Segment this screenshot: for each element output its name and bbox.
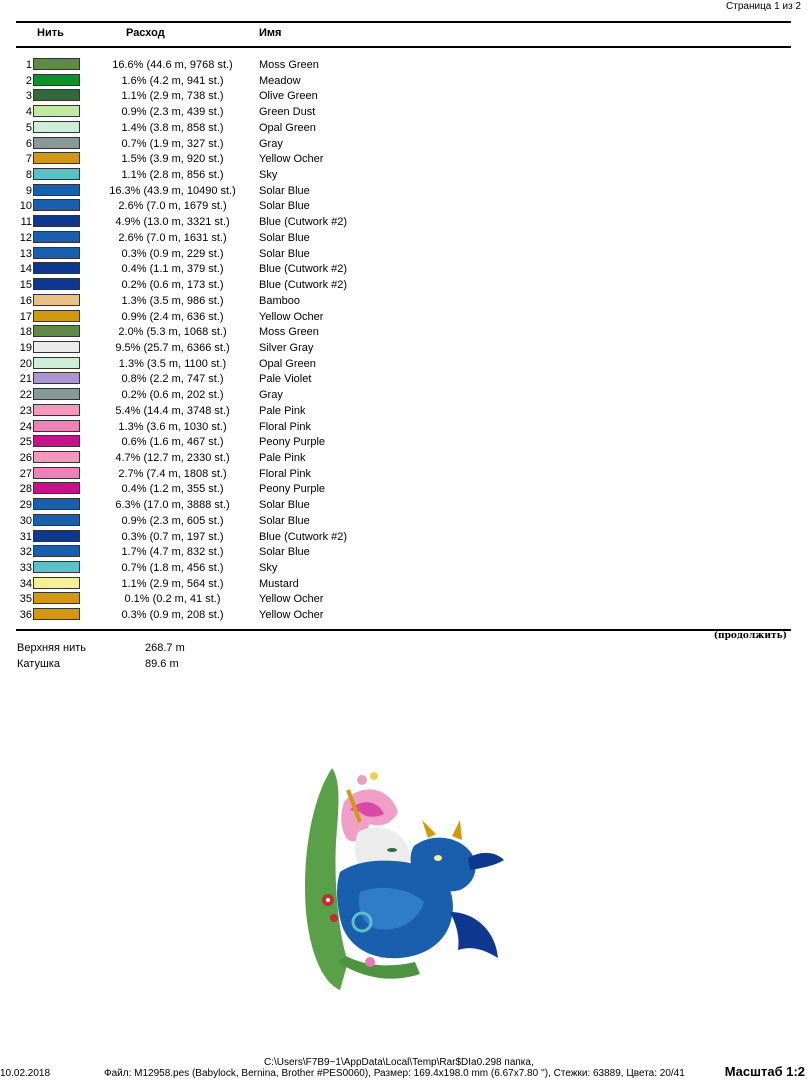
thread-name: Solar Blue [259,514,310,527]
thread-color-swatch [33,58,80,70]
thread-number: 31 [19,530,32,543]
thread-name: Gray [259,137,283,150]
thread-usage: 0.9% (2.4 m, 636 st.) [121,310,224,323]
thread-name: Solar Blue [259,546,310,559]
embroidery-preview-image [300,762,505,992]
page-number: Страница 1 из 2 [726,1,801,12]
thread-name: Blue (Cutwork #2) [259,530,348,543]
thread-number: 6 [25,137,32,150]
thread-number: 13 [19,247,32,260]
table-row [0,198,807,214]
thread-usage: 0.2% (0.6 m, 202 st.) [121,389,224,402]
thread-number: 24 [19,420,32,433]
table-row [0,136,807,152]
thread-name: Green Dust [259,106,316,119]
thread-name: Pale Pink [259,404,306,417]
thread-number: 36 [19,609,32,622]
thread-color-swatch [33,561,80,573]
top-thread-value: 268.7 m [145,642,185,654]
table-row [0,246,807,262]
thread-name: Solar Blue [259,499,310,512]
thread-usage: 0.2% (0.6 m, 173 st.) [121,279,224,292]
thread-name: Floral Pink [259,467,311,480]
table-row [0,309,807,325]
thread-name: Silver Gray [259,341,314,354]
thread-number: 22 [19,389,32,402]
footer-scale: Масштаб 1:2 [724,1064,805,1079]
thread-name: Meadow [259,74,301,87]
header-top-rule [16,21,791,23]
thread-number: 10 [19,200,32,213]
thread-name: Mustard [259,577,299,590]
thread-color-swatch [33,137,80,149]
thread-color-swatch [33,152,80,164]
thread-usage: 1.3% (3.5 m, 1100 st.) [118,357,227,370]
thread-usage: 0.1% (0.2 m, 41 st.) [124,593,221,606]
thread-color-swatch [33,420,80,432]
table-row [0,607,807,623]
thread-color-swatch [33,357,80,369]
thread-number: 23 [19,404,32,417]
thread-number: 35 [19,593,32,606]
thread-number: 12 [19,231,32,244]
thread-color-swatch [33,467,80,479]
table-row [0,167,807,183]
thread-usage: 0.8% (2.2 m, 747 st.) [121,373,224,386]
thread-usage: 2.6% (7.0 m, 1679 st.) [118,200,227,213]
table-row [0,466,807,482]
thread-color-swatch [33,199,80,211]
table-row [0,324,807,340]
thread-color-swatch [33,388,80,400]
table-row [0,340,807,356]
column-header-thread: Нить [37,27,64,39]
thread-usage: 16.3% (43.9 m, 10490 st.) [109,184,236,197]
thread-number: 27 [19,467,32,480]
thread-name: Solar Blue [259,247,310,260]
table-row [0,230,807,246]
bobbin-value: 89.6 m [145,658,179,670]
thread-color-swatch [33,498,80,510]
table-row [0,560,807,576]
thread-name: Opal Green [259,121,316,134]
thread-table [0,57,807,623]
thread-name: Yellow Ocher [259,153,324,166]
thread-name: Solar Blue [259,200,310,213]
thread-usage: 0.9% (2.3 m, 605 st.) [121,514,224,527]
thread-name: Moss Green [259,326,319,339]
thread-name: Yellow Ocher [259,310,324,323]
continue-label: (продолжить) [713,631,787,641]
footer-date: 10.02.2018 [0,1068,51,1079]
table-row [0,120,807,136]
thread-number: 34 [19,577,32,590]
thread-color-swatch [33,105,80,117]
thread-number: 1 [25,59,32,71]
thread-color-swatch [33,215,80,227]
thread-number: 28 [19,483,32,496]
table-row [0,277,807,293]
thread-number: 5 [25,121,32,134]
thread-number: 16 [19,294,32,307]
table-row [0,529,807,545]
footer-file-info: Файл: M12958.pes (Babylock, Bernina, Brother #PES0060), Размер: 169.4x198.0 mm (6.67x7.80 ''), Стежки: 63889, Цвета: 20/41 [104,1068,685,1079]
thread-usage: 0.6% (1.6 m, 467 st.) [121,436,224,449]
thread-usage: 1.3% (3.5 m, 986 st.) [121,294,224,307]
thread-usage: 1.7% (4.7 m, 832 st.) [121,546,224,559]
table-row [0,183,807,199]
table-row [0,591,807,607]
thread-number: 29 [19,499,32,512]
thread-usage: 1.1% (2.8 m, 856 st.) [121,169,224,182]
table-row [0,214,807,230]
thread-number: 9 [25,184,32,197]
thread-name: Solar Blue [259,184,310,197]
header-bottom-rule [16,46,791,48]
thread-name: Pale Violet [259,373,312,386]
thread-usage: 1.3% (3.6 m, 1030 st.) [118,420,227,433]
thread-usage: 0.7% (1.8 m, 456 st.) [121,562,224,574]
thread-color-swatch [33,451,80,463]
thread-usage: 1.1% (2.9 m, 738 st.) [121,90,224,103]
thread-color-swatch [33,341,80,353]
footer-file-path: C:\Users\F7B9~1\AppData\Local\Temp\Rar$DIa0.298 папка, [264,1057,534,1068]
thread-color-swatch [33,74,80,86]
table-row [0,419,807,435]
thread-name: Moss Green [259,59,319,71]
thread-number: 4 [25,106,32,119]
thread-color-swatch [33,168,80,180]
thread-color-swatch [33,278,80,290]
thread-number: 11 [20,216,32,229]
thread-usage: 0.3% (0.9 m, 208 st.) [121,609,224,622]
thread-color-swatch [33,262,80,274]
thread-usage: 0.3% (0.9 m, 229 st.) [121,247,224,260]
table-row [0,434,807,450]
table-row [0,73,807,89]
thread-name: Blue (Cutwork #2) [259,263,348,276]
thread-color-swatch [33,545,80,557]
thread-number: 7 [25,153,32,166]
thread-name: Gray [259,389,283,402]
thread-name: Sky [259,562,278,574]
table-row [0,356,807,372]
thread-number: 17 [19,310,32,323]
thread-color-swatch [33,404,80,416]
table-row [0,481,807,497]
table-row [0,151,807,167]
table-row [0,57,807,73]
thread-usage: 2.7% (7.4 m, 1808 st.) [118,467,227,480]
thread-name: Sky [259,169,278,182]
thread-name: Floral Pink [259,420,311,433]
thread-number: 14 [19,263,32,276]
thread-color-swatch [33,325,80,337]
table-row [0,450,807,466]
thread-usage: 6.3% (17.0 m, 3888 st.) [115,499,230,512]
column-header-usage: Расход [126,27,165,39]
thread-number: 19 [19,341,32,354]
thread-color-swatch [33,89,80,101]
thread-name: Bamboo [259,294,300,307]
thread-usage: 9.5% (25.7 m, 6366 st.) [115,341,230,354]
thread-name: Yellow Ocher [259,593,324,606]
thread-number: 21 [19,373,32,386]
thread-number: 18 [19,326,32,339]
thread-usage: 4.9% (13.0 m, 3321 st.) [115,216,230,229]
thread-usage: 0.9% (2.3 m, 439 st.) [121,106,224,119]
thread-usage: 0.4% (1.1 m, 379 st.) [121,263,224,276]
thread-name: Yellow Ocher [259,609,324,622]
thread-number: 3 [25,90,32,103]
thread-name: Blue (Cutwork #2) [259,216,348,229]
column-header-name: Имя [259,27,282,39]
thread-usage: 1.6% (4.2 m, 941 st.) [121,74,224,87]
thread-color-swatch [33,608,80,620]
thread-name: Pale Pink [259,451,306,464]
thread-number: 8 [25,169,32,182]
thread-color-swatch [33,435,80,447]
table-row [0,513,807,529]
thread-name: Peony Purple [259,483,326,496]
thread-number: 2 [25,74,32,87]
table-row [0,387,807,403]
thread-name: Blue (Cutwork #2) [259,279,348,292]
thread-usage: 1.5% (3.9 m, 920 st.) [121,153,224,166]
table-row [0,544,807,560]
thread-color-swatch [33,514,80,526]
bobbin-label: Катушка [17,658,60,670]
thread-usage: 1.4% (3.8 m, 858 st.) [121,121,224,134]
thread-number: 30 [19,514,32,527]
thread-usage: 16.6% (44.6 m, 9768 st.) [112,59,233,71]
table-row [0,576,807,592]
table-row [0,371,807,387]
table-row [0,88,807,104]
thread-color-swatch [33,592,80,604]
thread-name: Olive Green [259,90,318,103]
thread-usage: 1.1% (2.9 m, 564 st.) [121,577,224,590]
thread-number: 20 [19,357,32,370]
thread-color-swatch [33,247,80,259]
thread-number: 25 [19,436,32,449]
thread-usage: 4.7% (12.7 m, 2330 st.) [115,451,230,464]
thread-number: 15 [19,279,32,292]
thread-color-swatch [33,577,80,589]
table-row [0,293,807,309]
thread-usage: 0.3% (0.7 m, 197 st.) [121,530,224,543]
thread-name: Peony Purple [259,436,326,449]
table-row [0,403,807,419]
thread-color-swatch [33,231,80,243]
thread-usage: 5.4% (14.4 m, 3748 st.) [115,404,230,417]
thread-usage: 2.6% (7.0 m, 1631 st.) [118,231,227,244]
top-thread-label: Верхняя нить [17,642,86,654]
thread-color-swatch [33,121,80,133]
table-row [0,104,807,120]
thread-color-swatch [33,372,80,384]
thread-number: 26 [19,451,32,464]
table-row [0,497,807,513]
thread-color-swatch [33,294,80,306]
thread-color-swatch [33,184,80,196]
thread-usage: 2.0% (5.3 m, 1068 st.) [118,326,227,339]
thread-number: 33 [19,562,32,574]
thread-color-swatch [33,482,80,494]
thread-color-swatch [33,310,80,322]
thread-color-swatch [33,530,80,542]
thread-usage: 0.7% (1.9 m, 327 st.) [121,137,224,150]
thread-name: Opal Green [259,357,316,370]
table-row [0,261,807,277]
thread-number: 32 [19,546,32,559]
thread-usage: 0.4% (1.2 m, 355 st.) [121,483,224,496]
table-bottom-rule [16,629,791,631]
thread-name: Solar Blue [259,231,310,244]
